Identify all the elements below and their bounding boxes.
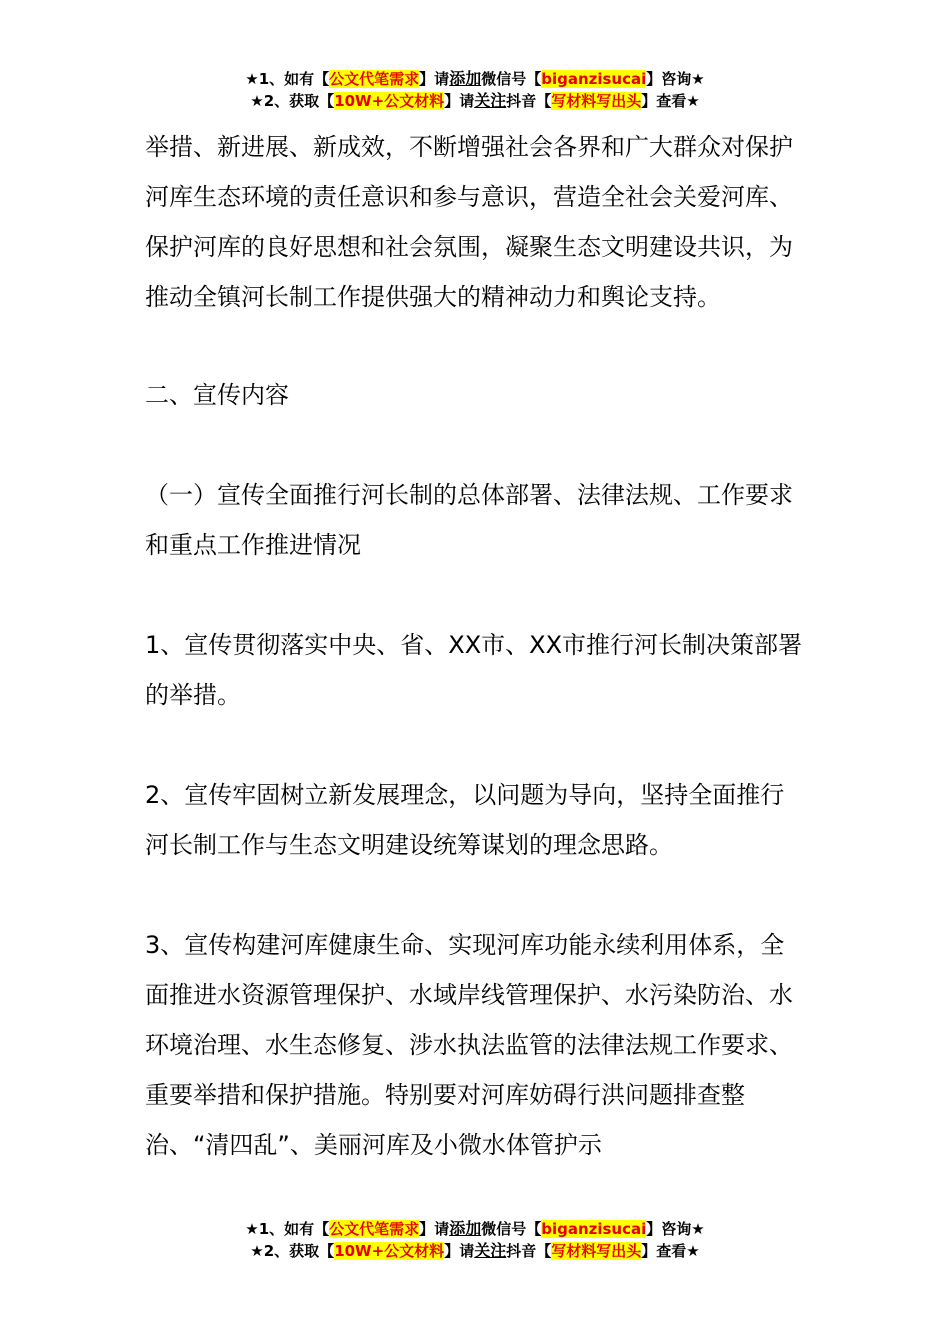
banner-emphasis: 添加 bbox=[449, 69, 482, 88]
list-item: 1、宣传贯彻落实中央、省、XX市、XX市推行河长制决策部署的举措。 bbox=[145, 631, 803, 709]
banner-emphasis: 添加 bbox=[449, 1219, 482, 1238]
banner-highlight: 10W+公文材料 bbox=[334, 1242, 445, 1260]
header-banner bbox=[0, 68, 950, 112]
banner-highlight: 10W+公文材料 bbox=[334, 92, 445, 110]
banner-text: 】请 bbox=[419, 1220, 450, 1238]
banner-line-2 bbox=[0, 90, 950, 112]
banner-highlight: biganzisucai bbox=[541, 1220, 647, 1238]
banner-text: 】请 bbox=[444, 92, 475, 110]
paragraph: 举措、新进展、新成效，不断增强社会各界和广大群众对保护河库生态环境的责任意识和参与意识，营造全社会关爱河库、保护河库的良好思想和社会氛围，凝聚生态文明建设共识，为推动全镇河长制工作提供强大的精神动力和舆论支持。 bbox=[145, 133, 793, 311]
banner-highlight: 公文代笔需求 bbox=[329, 70, 420, 88]
banner-text: 】请 bbox=[419, 70, 450, 88]
subsection-heading: （一）宣传全面推行河长制的总体部署、法律法规、工作要求和重点工作推进情况 bbox=[145, 481, 793, 559]
banner-text: 微信号【 bbox=[481, 70, 542, 88]
document-body bbox=[145, 122, 807, 1170]
banner-emphasis: 关注 bbox=[474, 1241, 507, 1260]
banner-text: 】请 bbox=[444, 1242, 475, 1260]
footer-banner bbox=[0, 1218, 950, 1262]
list-item: 2、宣传牢固树立新发展理念，以问题为导向，坚持全面推行河长制工作与生态文明建设统筹谋划的理念思路。 bbox=[145, 781, 785, 859]
banner-highlight: 写材料写出头 bbox=[551, 1242, 642, 1260]
banner-highlight: 写材料写出头 bbox=[551, 92, 642, 110]
banner-text: 】查看★ bbox=[641, 1242, 700, 1260]
banner-emphasis: 关注 bbox=[474, 91, 507, 110]
banner-highlight: 公文代笔需求 bbox=[329, 1220, 420, 1238]
banner-text: 抖音【 bbox=[506, 1242, 552, 1260]
banner-text: 抖音【 bbox=[506, 92, 552, 110]
banner-text: 】查看★ bbox=[641, 92, 700, 110]
banner-text: 】咨询★ bbox=[646, 70, 705, 88]
banner-highlight: biganzisucai bbox=[541, 70, 647, 88]
banner-line-1 bbox=[0, 1218, 950, 1240]
banner-line-1 bbox=[0, 68, 950, 90]
banner-text: ★2、获取【 bbox=[250, 92, 335, 110]
banner-text: ★1、如有【 bbox=[245, 1220, 330, 1238]
banner-text: 微信号【 bbox=[481, 1220, 542, 1238]
banner-line-2 bbox=[0, 1240, 950, 1262]
banner-text: ★2、获取【 bbox=[250, 1242, 335, 1260]
list-item: 3、宣传构建河库健康生命、实现河库功能永续利用体系，全面推进水资源管理保护、水域岸线管理保护、水污染防治、水环境治理、水生态修复、涉水执法监管的法律法规工作要求、重要举措和保护措施。特别要对河库妨碍行洪问题排查整治、“清四乱”、美丽河库及小微水体管护示 bbox=[145, 931, 793, 1159]
banner-text: 】咨询★ bbox=[646, 1220, 705, 1238]
section-heading: 二、宣传内容 bbox=[145, 381, 289, 409]
banner-text: ★1、如有【 bbox=[245, 70, 330, 88]
